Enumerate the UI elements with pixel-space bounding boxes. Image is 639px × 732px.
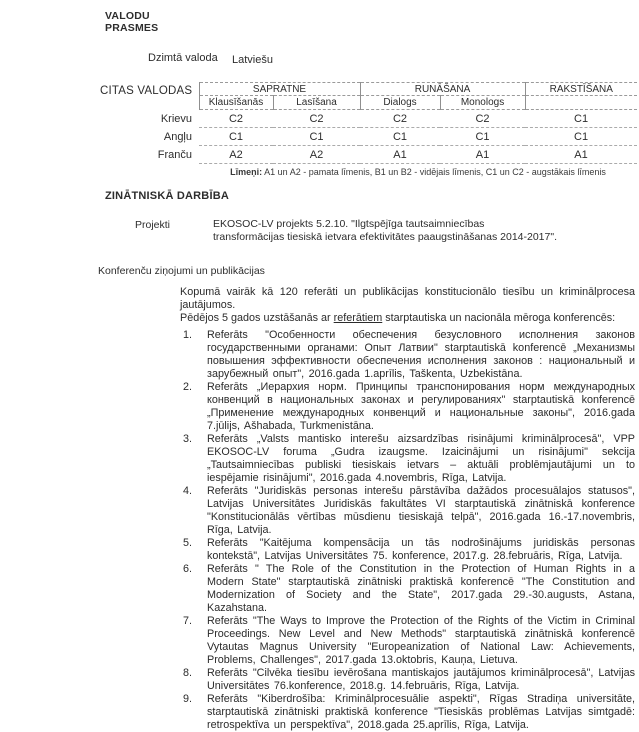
level-cell: C2 [440,110,525,128]
conference-item-number: 3. [183,433,193,445]
table-subheader-reading: Lasīšana [273,96,360,110]
conferences-body [180,286,635,732]
level-cell: C1 [199,128,273,146]
scientific-activity-heading: ZINĀTNISKĀ DARBĪBA [105,190,229,202]
native-language-label: Dzimtā valoda [148,52,218,64]
conference-item-text: Referāts "The Ways to Improve the Protection of the Rights of the Victim in Criminal Proceedings. New Level and New Methods" starptautiskā zinātniskā konferencē Vytautas Magnus University "Europeanization of National Law: Achievements, Problems, Challenges", 2017.gada 13.oktobris, Kauņa, Lietuva. [207,615,635,666]
level-cell: A1 [525,146,637,164]
language-row-label: Angļu [163,130,192,143]
language-row-label: Franču [157,148,192,161]
conference-item-text: Referāts " The Role of the Constitution in the Protection of Human Rights in a Modern State" starptautiskā zinātniski praktiskā konferencē "The Constitution and Modernization of Society and the State", 2017.gada 29.-30.augusts, Astana, Kazahstana. [207,563,635,614]
conference-item-number: 2. [183,381,193,393]
other-languages-label: CITAS VALODAS [100,84,193,97]
conference-item [180,615,635,667]
conference-item-number: 8. [183,667,193,679]
levels-note-label: Līmeņi: [230,167,263,177]
conference-item-number: 9. [183,693,193,705]
conference-item [180,693,635,732]
projects-text [213,218,613,243]
projects-label: Projekti [135,219,171,231]
language-skills-heading [105,10,158,34]
table-group-header-writing: RAKSTĪŠANA [525,83,637,96]
table-row-english [100,128,637,146]
conference-item [180,537,635,563]
conference-item [180,485,635,537]
level-cell: A2 [273,146,360,164]
level-cell: C1 [525,128,637,146]
level-cell: C1 [273,128,360,146]
languages-table-wrapper [100,82,637,164]
table-row-russian [100,110,637,128]
table-subheader-listening: Klausīšanās [199,96,273,110]
intro2-after: starptautiska un nacionāla mēroga konferencēs: [385,312,616,324]
level-cell: A1 [440,146,525,164]
level-cell: C2 [360,110,440,128]
languages-table [100,82,637,164]
native-language-value: Latviešu [232,54,273,66]
level-cell: C2 [273,110,360,128]
table-group-header-understanding: SAPRATNE [199,83,360,96]
conference-item-text: Referāts "Juridiskās personas interešu pārstāvība dažādos procesuālajos statusos", Latvijas Universitātes Juridiskās fakultātes VI starptautiskā zinātniskā konference "Konstitucionālās vērtības mūsdienu tiesiskajā telpā", 2016.gada 16.-17.novembris, Rīga, Latvija. [207,485,635,536]
conference-item [180,381,635,433]
language-row-label: Krievu [160,112,192,125]
intro2-underlined-word: referātiem [333,312,383,324]
conference-item-number: 6. [183,563,193,575]
conference-item [180,563,635,615]
conference-item-number: 4. [183,485,193,497]
conference-item-number: 7. [183,615,193,627]
conference-item [180,667,635,693]
level-cell: C1 [440,128,525,146]
table-subheader-monologue: Monologs [440,96,525,110]
level-cell: C1 [525,110,637,128]
conferences-intro-paragraph2 [180,312,635,325]
table-row-french [100,146,637,164]
table-group-header-speaking: RUNĀŠANA [360,83,525,96]
table-subheader-dialogue: Dialogs [360,96,440,110]
projects-text-line1: EKOSOC-LV projekts 5.2.10. "Ilgtspējīga tautsaimniecības [213,218,485,230]
conferences-intro-paragraph: Kopumā vairāk kā 120 referāti un publikācijas konstitucionālo tiesību un kriminālprocesa jautājumos. [180,286,635,311]
conference-item-text: Referāts „Valsts mantisko interešu aizsardzības risinājumi kriminālprocesā", VPP EKOSOC-LV foruma „Gudra izaugsme. Izaicinājumi un risinājumi" sekcija „Tautsaimniecības publiski tiesiskais ietvars – aktuāli problēmjautājumi un to iespējamie risinājumi", 2016.gada 4.novembris, Rīga, Latvija. [207,433,635,484]
language-skills-heading-line2: PRASMES [105,22,159,34]
conference-item [180,433,635,485]
language-skills-heading-line1: VALODU [105,10,150,22]
level-cell: C2 [199,110,273,128]
projects-text-line2: transformācijas tiesiskā ietvara efektivitātes paaugstināšanas 2014-2017". [213,230,557,243]
conference-item-text: Referāts "Kiberdrošība: Kriminālprocesuālie aspekti", Rīgas Stradiņa universitāte, starptautiskā zinātniski praktiskā konference "Tiesiskās problēmas Latvijas simtgadē: retrospektīva un perspektīva", 2018.gada 25.aprīlis, Rīga, Latvija. [207,693,635,731]
conference-item-text: Referāts "Cilvēka tiesību ievērošana mantiskajos jautājumos kriminālprocesā", Latvijas Universitātes 76.konference, 2018.g. 14.februāris, Rīga, Latvija. [207,667,635,692]
conference-item-text: Referāts „Иерархия норм. Принципы транспонирования норм международных конвенций в национальных законах и регулированиях" starptautiskā konferencē „Применение международных конвенций и национальные законы", 2016.gada 7.jūlijs, Ašhabada, Turkmenistāna. [207,381,635,432]
intro2-before: Pēdējos 5 gados uzstāšanās ar [180,312,331,324]
conferences-heading: Konferenču ziņojumi un publikācijas [98,265,265,277]
levels-note-text: A1 un A2 - pamata līmenis, B1 un B2 - vidējais līmenis, C1 un C2 - augstākais līmenis [264,167,606,177]
level-cell: C1 [360,128,440,146]
level-cell: A1 [360,146,440,164]
conference-item-number: 5. [183,537,193,549]
conference-item-text: Referāts "Kaitējuma kompensācija un tās nodrošinājums juridiskās personas kontekstā", Latvijas Universitātes 75. konference, 2017.g. 28.februāris, Rīga, Latvija. [207,537,635,562]
level-cell: A2 [199,146,273,164]
levels-note [199,167,637,177]
conference-list [180,329,635,732]
conference-item [180,329,635,381]
conference-item-number: 1. [183,329,193,341]
conference-item-text: Referāts "Особенности обеспечения безусловного исполнения законов государственными органами: Опыт Латвии" starptautiskā konferencē „Механизмы повышения эффективности обеспечения исполнения законов : национальный и зарубежный опыт", 2016.gada 1.aprīlis, Taškenta, Uzbekistāna. [207,329,635,380]
table-subheader-writing-empty [525,96,637,110]
